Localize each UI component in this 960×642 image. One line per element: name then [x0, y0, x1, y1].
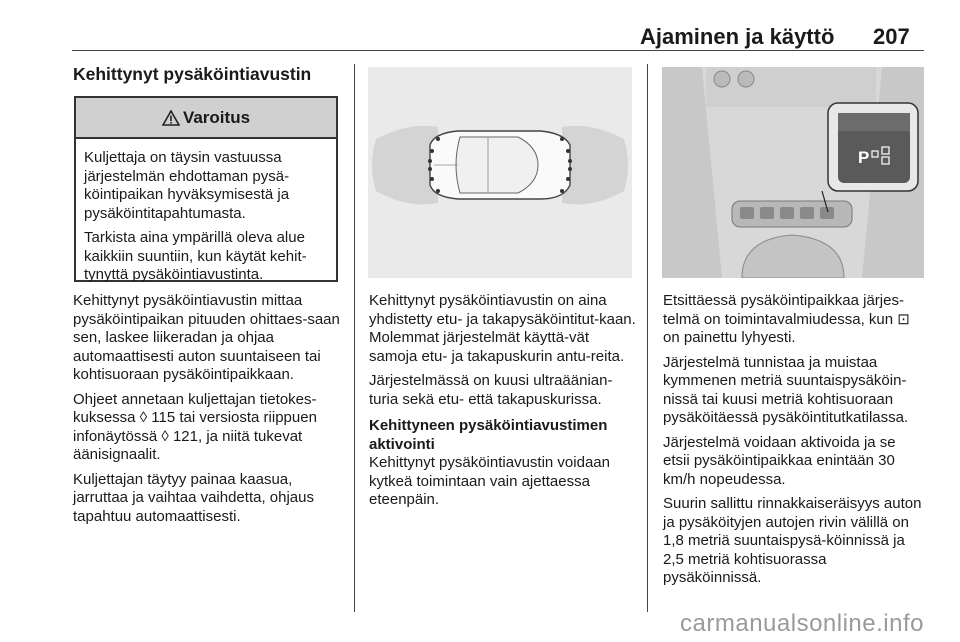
warning-icon: [162, 110, 180, 126]
body-paragraph: Suurin sallittu rinnakkaiseräisyys auton ja pysäköityjen autojen rivin välillä on 1,8 metriä suuntaispysä-köinnissä ja 2,5 metriä kohtisuorassa pysäköinnissä.: [663, 495, 922, 586]
body-paragraph: Etsittäessä pysäköintipaikkaa järjes-telmä on toimintavalmiudessa, kun ⊡ on painettu lyhyesti.: [663, 292, 910, 346]
column-divider-2: [647, 64, 648, 612]
console-button-illustration: [662, 67, 924, 278]
body-paragraph: Kehittynyt pysäköintiavustin voidaan kytkeä toimintaan vain ajettaessa eteenpäin.: [369, 454, 610, 508]
body-paragraph: Järjestelmässä on kuusi ultraäänian-turia sekä etu- että takapuskurissa.: [369, 372, 613, 408]
column-3-text: [663, 292, 925, 594]
svg-text:P: P: [858, 148, 870, 167]
warning-paragraph: Kuljettaja on täysin vastuussa järjestelmän ehdottaman pysä-köintipaikan hyväksymisestä ja pysäköintitapahtumasta.: [84, 149, 290, 222]
watermark: carmanualsonline.info: [680, 610, 924, 637]
body-paragraph: Kehittynyt pysäköintiavustin on aina yhdistetty etu- ja takapysäköintitut-kaan. Molemmat järjestelmät käyttä-vät samoja etu- ja takapuskurin antu-reita.: [369, 292, 636, 365]
warning-header: [76, 98, 336, 139]
body-paragraph: Kuljettajan täytyy painaa kaasua, jarruttaa ja vaihtaa vaihdetta, ohjaus tapahtuu automaattisesti.: [73, 470, 314, 525]
column-1-text: [73, 292, 345, 532]
body-paragraph: Kehittynyt pysäköintiavustin mittaa pysäköintipaikan pituuden ohittaes-saan sen, laskee liikeradan ja ohjaa automaattisesti auton suuntaiseen tai kohtisuoraan pysäköintipaikkaan.: [73, 292, 340, 383]
warning-body: [76, 139, 336, 285]
column-divider-1: [354, 64, 355, 612]
body-paragraph: Ohjeet annetaan kuljettajan tietokes-kuksessa ◊ 115 tai versiosta riippuen infonäytössä ◊ 121, ja niitä tukevat äänisignaalit.: [73, 390, 317, 463]
body-paragraph: Järjestelmä voidaan aktivoida ja se etsii pysäköintipaikkaa enintään 30 km/h nopeudessa.: [663, 433, 896, 488]
car-sensor-illustration: [368, 67, 632, 278]
warning-box: [74, 96, 338, 282]
warning-paragraph: Tarkista aina ympärillä oleva alue kaikkiin suuntiin, kun käytät kehit-tynyttä pysäköintiavustinta.: [84, 229, 307, 283]
warning-title: Varoitus: [182, 107, 251, 127]
section-title: Kehittynyt pysäköintiavustin: [73, 64, 312, 84]
subheading: Kehittyneen pysäköintiavustimen aktivointi: [369, 417, 608, 453]
page-number: 207: [873, 24, 910, 49]
page-header-title: Ajaminen ja käyttö: [640, 24, 835, 49]
column-2-text: [369, 292, 637, 516]
body-paragraph: Järjestelmä tunnistaa ja muistaa kymmenen metriä suuntaispysäköin-nissä tai kuusi metriä kohtisuoraan pysäköitäessä pysäköintitutkatilassa.: [663, 353, 909, 426]
header-rule: [72, 50, 924, 51]
